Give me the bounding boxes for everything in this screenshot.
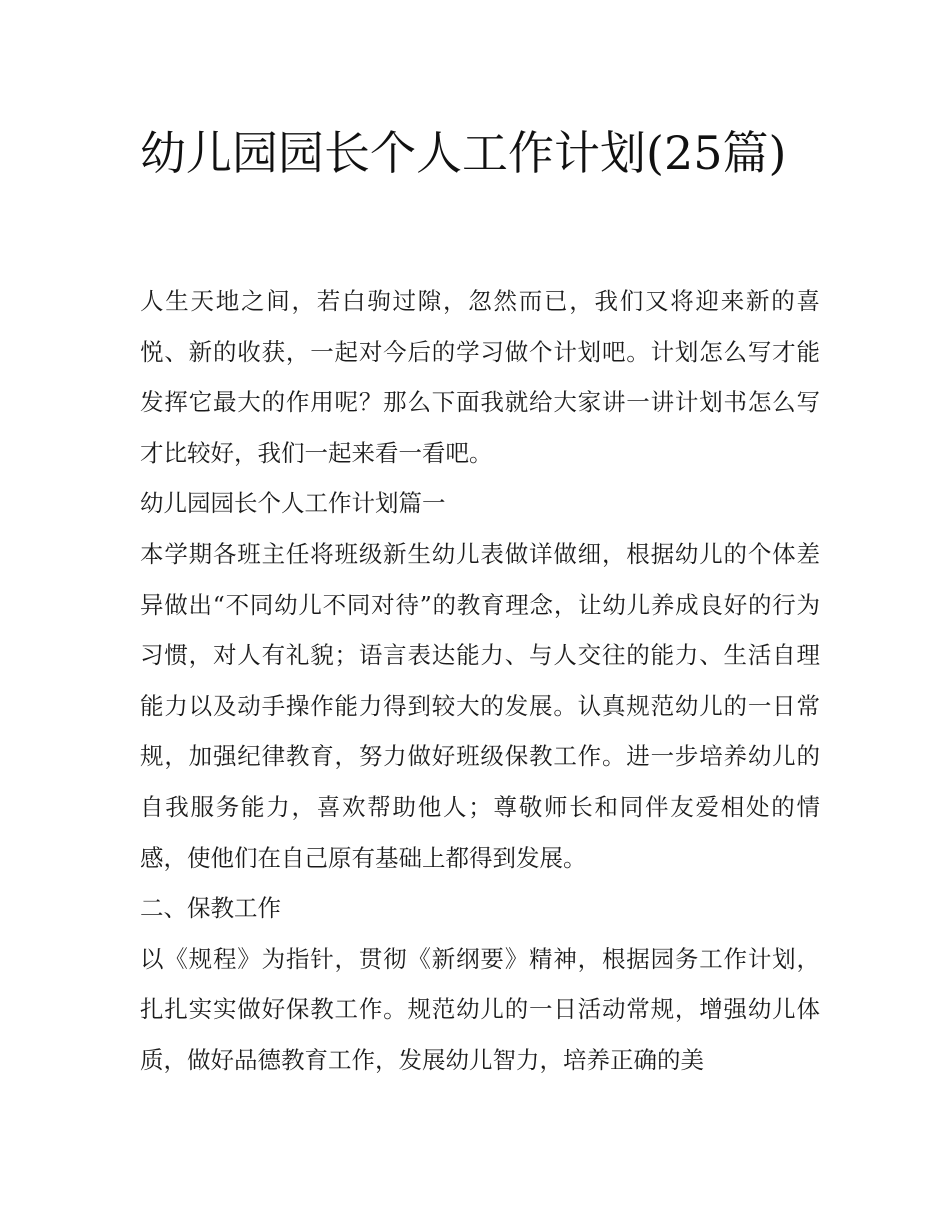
- section-paragraph-2: 以《规程》为指针，贯彻《新纲要》精神，根据园务工作计划，扎扎实实做好保教工作。规范幼儿的一日活动常规，增强幼儿体质，做好品德教育工作，发展幼儿智力，培养正确的美: [140, 944, 820, 1074]
- section-heading-1: 幼儿园园长个人工作计划篇一: [140, 489, 446, 518]
- section-heading-2: 二、保教工作: [140, 894, 281, 923]
- document-body: [140, 276, 820, 1086]
- intro-paragraph: 人生天地之间，若白驹过隙，忽然而已，我们又将迎来新的喜悦、新的收获，一起对今后的学习做个计划吧。计划怎么写才能发挥它最大的作用呢？那么下面我就给大家讲一讲计划书怎么写才比较好，我们一起来看一看吧。: [140, 287, 820, 467]
- section-paragraph-1: 本学期各班主任将班级新生幼儿表做详做细，根据幼儿的个体差异做出“不同幼儿不同对待”的教育理念，让幼儿养成良好的行为习惯，对人有礼貌；语言表达能力、与人交往的能力、生活自理能力以及动手操作能力得到较大的发展。认真规范幼儿的一日常规，加强纪律教育，努力做好班级保教工作。进一步培养幼儿的自我服务能力，喜欢帮助他人；尊敬师长和同伴友爱相处的情感，使他们在自己原有基础上都得到发展。: [140, 539, 820, 872]
- document-title: 幼儿园园长个人工作计划(25篇): [140, 126, 787, 180]
